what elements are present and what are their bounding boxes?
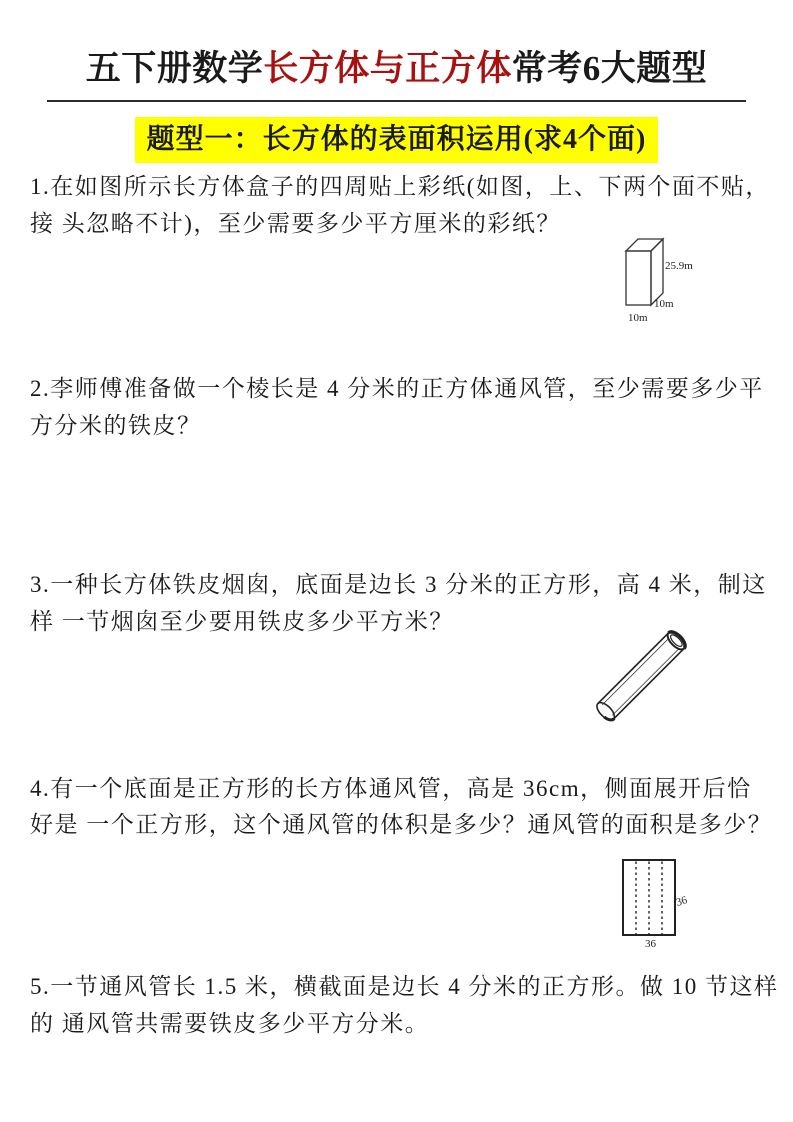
question-3-line-1: 3.一种长方体铁皮烟囱，底面是边长 3 分米的正方形，高 4 米，制这 [30, 572, 767, 597]
cuboid-width-label: 10m [628, 312, 648, 324]
title-part-accent: 长方体与正方体 [263, 49, 512, 88]
cuboid-right-face [651, 239, 663, 305]
question-5-line-2: 的 通风管共需要铁皮多少平方分米。 [30, 1011, 430, 1036]
question-2-line-1: 2.李师傅准备做一个棱长是 4 分米的正方体通风管，至少需要多少平 [30, 376, 764, 401]
question-4-line-1: 4.有一个底面是正方形的长方体通风管，高是 36cm，侧面展开后恰 [30, 776, 752, 801]
question-1-line-1: 1.在如图所示长方体盒子的四周贴上彩纸(如图，上、下两个面不贴， [30, 174, 770, 199]
question-2-line-2: 方分米的铁皮？ [30, 413, 202, 438]
unfold-bottom-label: 36 [645, 938, 656, 950]
title-part-right: 常考6大题型 [511, 49, 708, 88]
question-3-line-2: 样 一节烟囱至少要用铁皮多少平方米？ [30, 609, 454, 634]
question-4-line-2: 好是 一个正方形，这个通风管的体积是多少？通风管的面积是多少？ [30, 812, 773, 837]
cuboid-box-figure [615, 232, 715, 332]
section-heading: 题型一：长方体的表面积运用(求4个面) [135, 117, 659, 163]
pipe-highlight-1 [602, 637, 670, 705]
chimney-pipe-figure [593, 626, 693, 726]
title-part-left: 五下册数学 [85, 49, 264, 88]
page-title [0, 48, 793, 90]
title-divider [47, 100, 746, 102]
unfolded-side-figure [610, 852, 700, 952]
pipe-edge-bottom [613, 648, 684, 719]
cuboid-height-label: 25.9m [665, 260, 693, 272]
cuboid-depth-label: 10m [654, 298, 674, 310]
question-5-line-1: 5.一节通风管长 1.5 米，横截面是边长 4 分米的正方形。做 10 节这样 [30, 974, 779, 999]
cuboid-front-face [626, 251, 651, 305]
pipe-end-shadow [604, 713, 614, 723]
section-heading-row [0, 117, 793, 163]
unfold-right-label: 36 [674, 894, 689, 909]
pipe-highlight-2 [612, 647, 680, 715]
pipe-edge-top [598, 633, 669, 704]
question-1-line-2: 接 头忽略不计)，至少需要多少平方厘米的彩纸？ [30, 211, 561, 236]
